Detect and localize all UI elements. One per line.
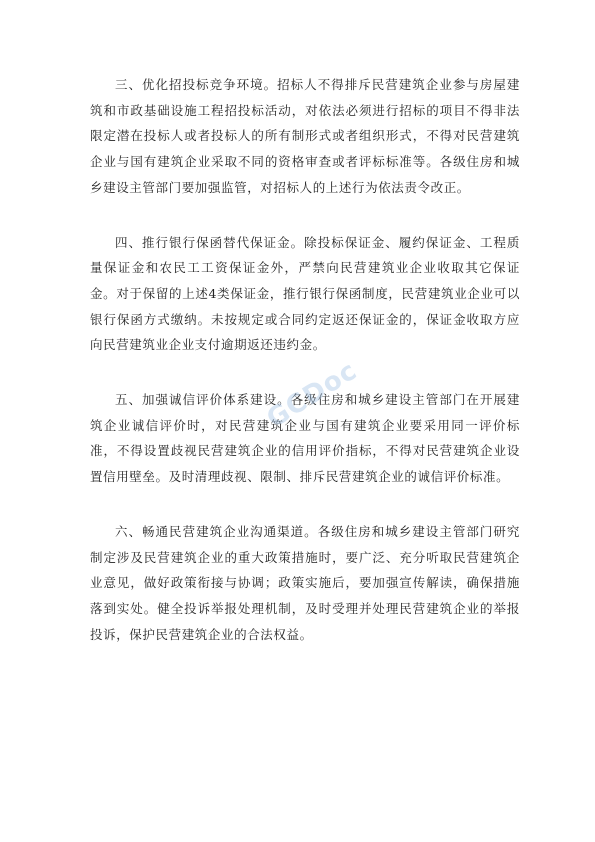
paragraph-5: 五、加强诚信评价体系建设。各级住房和城乡建设主管部门在开展建筑企业诚信评价时，对民营建筑企业与国有建筑企业要采用同一评价标准，不得设置歧视民营建筑企业的信用评价指标，不得对民营建筑企业设置信用壁垒。及时清理歧视、限制、排斥民营建筑企业的诚信评价标准。 (90, 392, 520, 485)
paragraph-6: 六、畅通民营建筑企业沟通渠道。各级住房和城乡建设主管部门研究制定涉及民营建筑企业的重大政策措施时，要广泛、充分听取民营建筑企业意见，做好政策衔接与协调；政策实施后，要加强宣传解读，确保措施落到实处。健全投诉举报处理机制，及时受理并处理民营建筑企业的举报投诉，保护民营建筑企业的合法权益。 (90, 523, 520, 642)
paragraph-3: 三、优化招投标竞争环境。招标人不得排斥民营建筑企业参与房屋建筑和市政基础设施工程招投标活动，对依法必须进行招标的项目不得非法限定潜在投标人或者投标人的所有制形式或者组织形式，不得对民营建筑企业与国有建筑企业采取不同的资格审查或者评标标准等。各级住房和城乡建设主管部门要加强监管，对招标人的上述行为依法责令改正。 (90, 77, 520, 195)
watermark-logo: GCDoc (261, 355, 363, 435)
paragraph-4: 四、推行银行保函替代保证金。除投标保证金、履约保证金、工程质量保证金和农民工工资保证金外，严禁向民营建筑业企业收取其它保证金。对于保留的上述4类保证金，推行银行保函制度，民营建筑业企业可以银行保函方式缴纳。未按规定或合同约定返还保证金的，保证金收取方应向民营建筑业企业支付逾期返还违约金。 (90, 234, 520, 353)
document-body (90, 72, 520, 676)
